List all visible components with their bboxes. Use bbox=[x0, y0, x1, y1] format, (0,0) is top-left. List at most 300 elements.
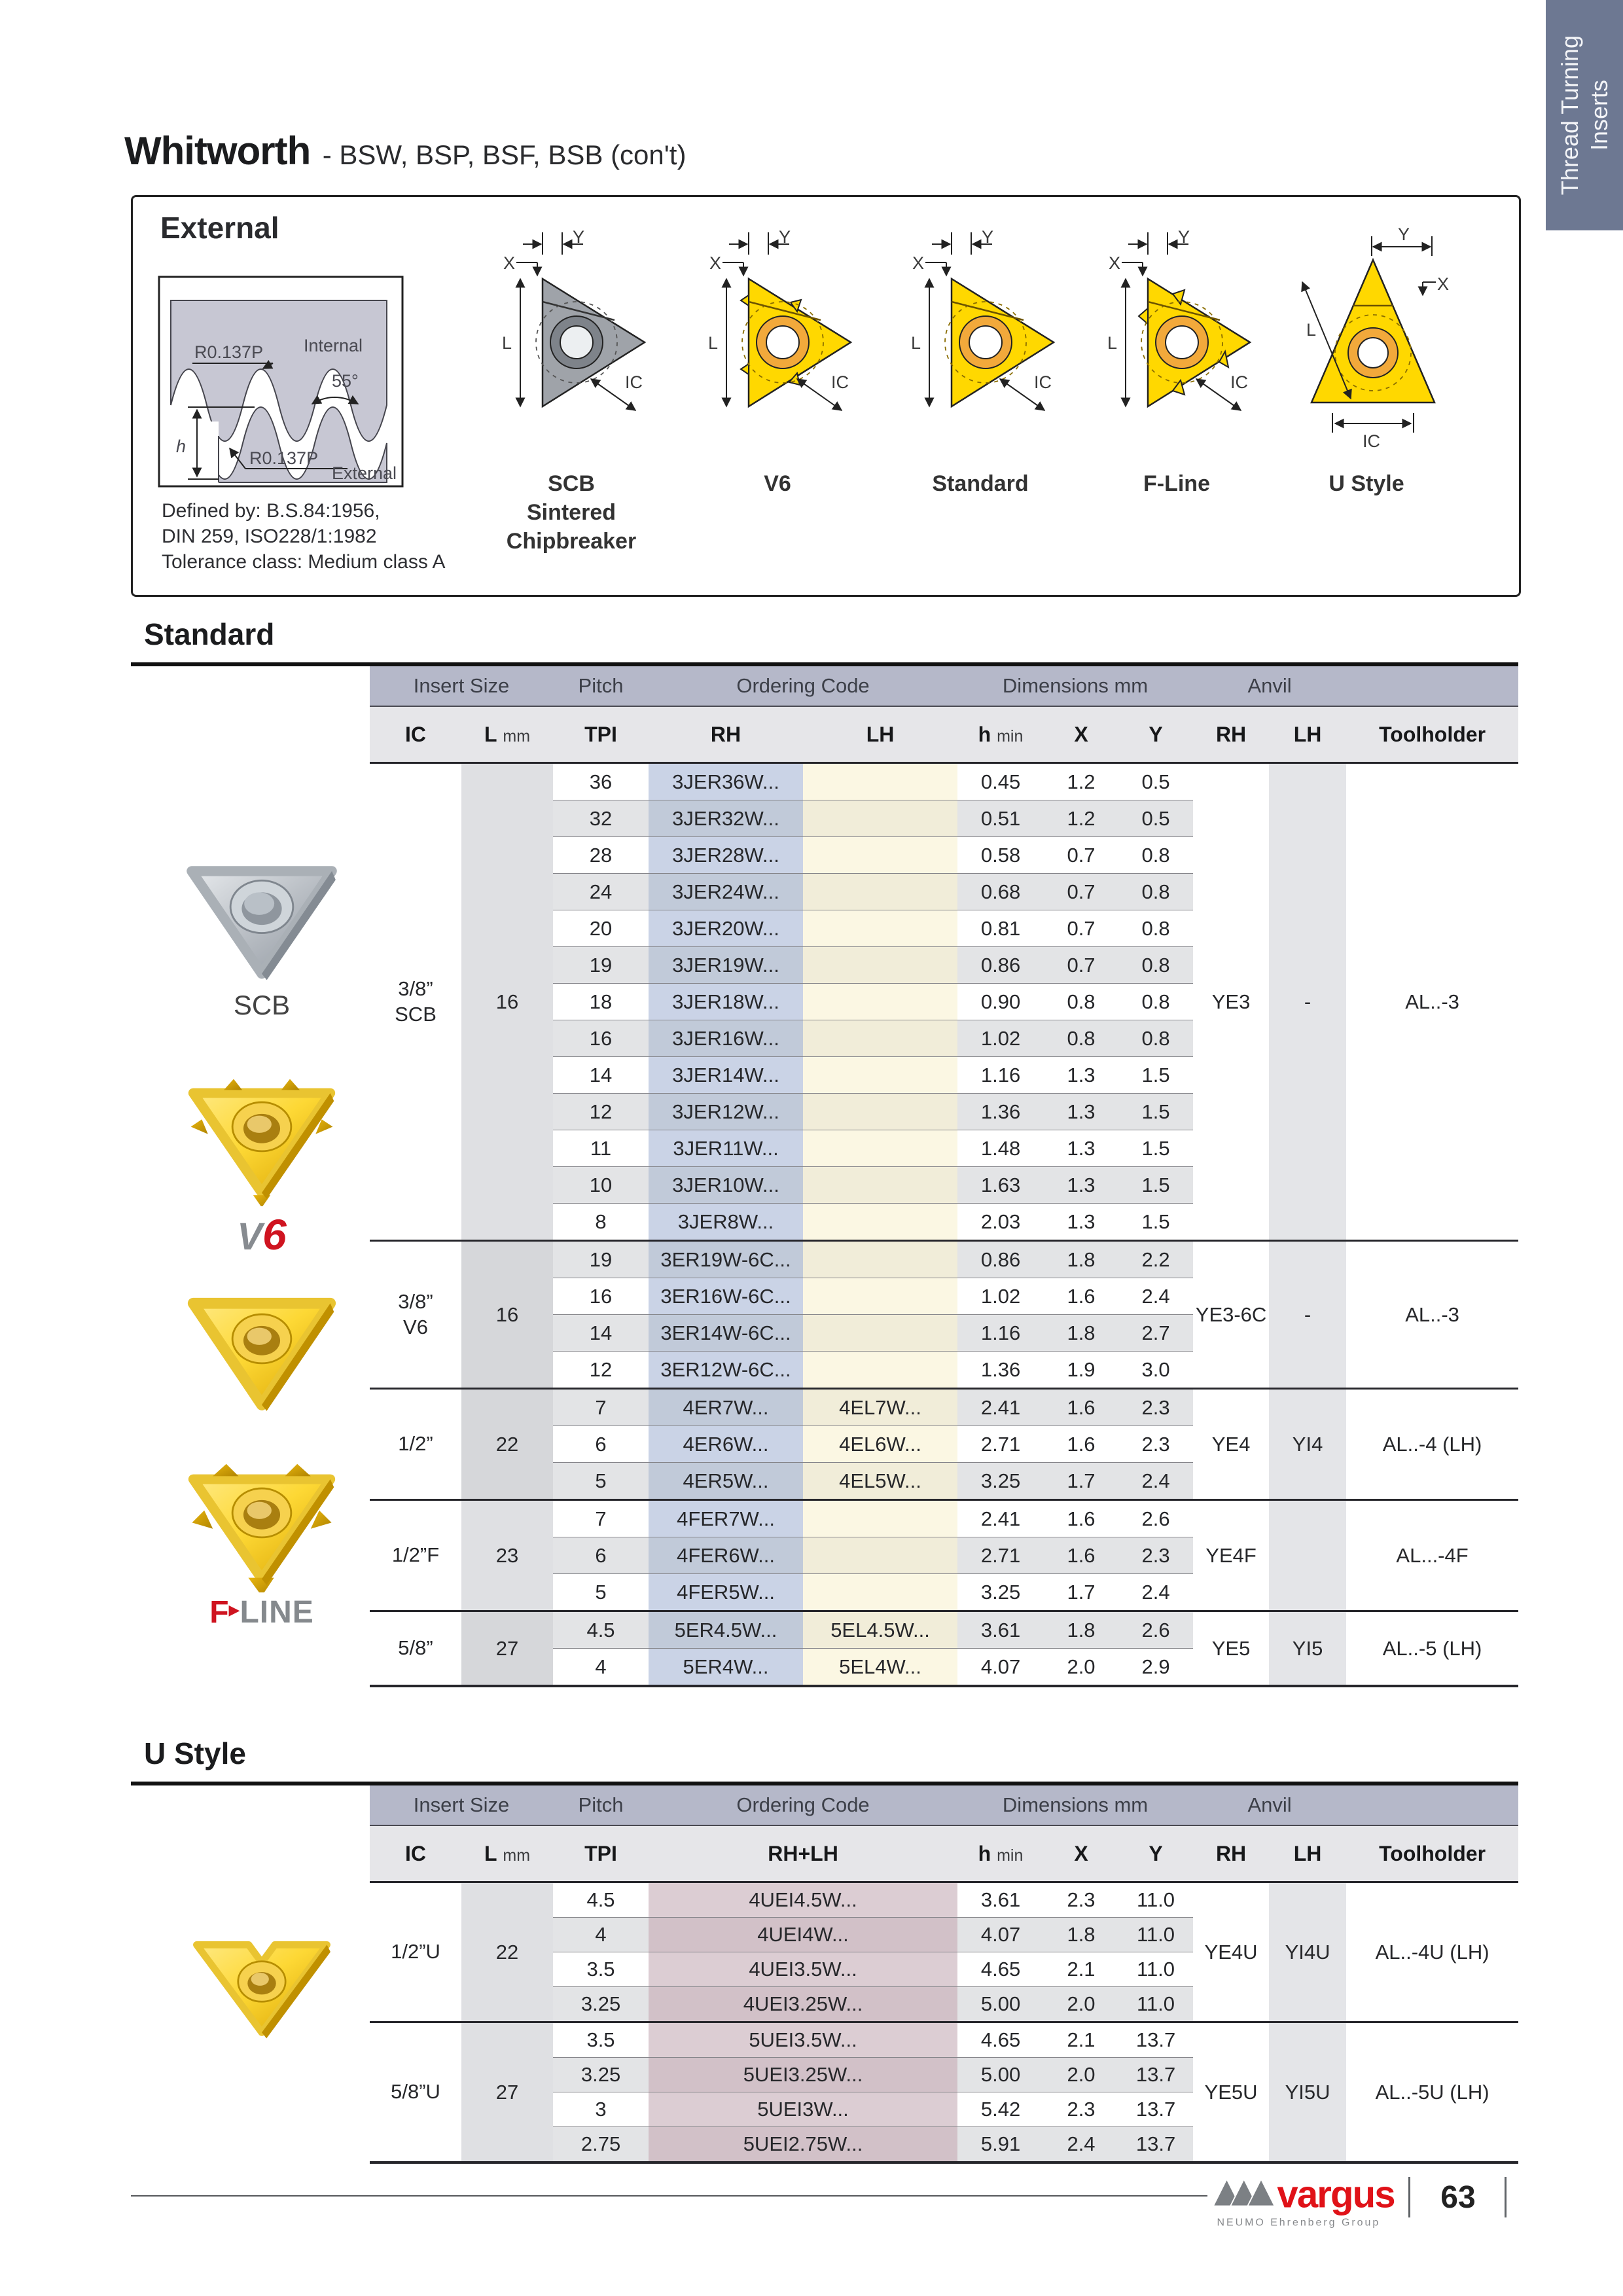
cell-dim: 0.68 bbox=[957, 874, 1044, 910]
tab-line2: Inserts bbox=[1586, 79, 1613, 151]
cell-dim: 0.8 bbox=[1118, 874, 1193, 910]
cell-dim: 0.8 bbox=[1118, 910, 1193, 947]
scb-label-3: Chipbreaker bbox=[506, 529, 637, 554]
dim-x-label: X bbox=[1437, 274, 1450, 294]
col-toolholder: Toolholder bbox=[1346, 1825, 1518, 1882]
cell-rh: 3ER16W-6C... bbox=[649, 1278, 803, 1315]
cell-tpi: 3.25 bbox=[553, 2058, 649, 2092]
cell-alh: YI4 bbox=[1269, 1389, 1346, 1500]
cell-dim: 1.5 bbox=[1118, 1204, 1193, 1241]
col-hmin: h min bbox=[957, 1825, 1044, 1882]
cell-ic: 1/2”F bbox=[370, 1500, 461, 1611]
fline-insert-photo bbox=[164, 1452, 360, 1592]
cell-dim: 2.3 bbox=[1044, 2092, 1118, 2127]
cell-dim: 2.4 bbox=[1118, 1463, 1193, 1500]
cell-lmm: 22 bbox=[461, 1389, 553, 1500]
cell-arh: YE5 bbox=[1193, 1611, 1269, 1687]
v6-diagram-label: V6 bbox=[764, 471, 791, 496]
cell-rh: 3JER36W... bbox=[649, 763, 803, 800]
dim-y-label: Y bbox=[779, 227, 791, 247]
cell-dim: 1.3 bbox=[1044, 1130, 1118, 1167]
v6-insert-photo bbox=[164, 1066, 360, 1206]
cell-dim: 4.65 bbox=[957, 2022, 1044, 2058]
col-ic: IC bbox=[370, 706, 461, 763]
cell-rh: 4FER5W... bbox=[649, 1574, 803, 1611]
cell-dim: 5.00 bbox=[957, 1987, 1044, 2022]
scb-label-1: SCB bbox=[548, 471, 595, 496]
cell-rh: 4FER7W... bbox=[649, 1500, 803, 1537]
cell-lhc bbox=[803, 1130, 957, 1167]
cell-dim: 2.3 bbox=[1118, 1537, 1193, 1574]
cell-dim: 5.00 bbox=[957, 2058, 1044, 2092]
cell-lhc bbox=[803, 1315, 957, 1352]
cell-dim: 2.3 bbox=[1118, 1389, 1193, 1426]
cell-dim: 1.6 bbox=[1044, 1389, 1118, 1426]
cell-rhlh: 4UEI4W... bbox=[649, 1918, 957, 1952]
cell-lhc: 4EL5W... bbox=[803, 1463, 957, 1500]
group-ordering-code: Ordering Code bbox=[649, 666, 957, 706]
cell-lmm: 27 bbox=[461, 2022, 553, 2163]
cell-rhlh: 5UEI3.5W... bbox=[649, 2022, 957, 2058]
cell-rh: 3JER24W... bbox=[649, 874, 803, 910]
cell-dim: 2.41 bbox=[957, 1389, 1044, 1426]
cell-ic: 1/2” bbox=[370, 1389, 461, 1500]
profile-h-label: h bbox=[176, 437, 187, 456]
cell-tpi: 5 bbox=[553, 1463, 649, 1500]
cell-dim: 2.6 bbox=[1118, 1500, 1193, 1537]
cell-dim: 1.16 bbox=[957, 1057, 1044, 1094]
footer-divider-2 bbox=[1505, 2177, 1507, 2217]
col-x: X bbox=[1044, 706, 1118, 763]
profile-angle-label: 55° bbox=[332, 371, 359, 391]
cell-tpi: 11 bbox=[553, 1130, 649, 1167]
cell-arh: YE3 bbox=[1193, 763, 1269, 1241]
profile-rbottom-label: R0.137P bbox=[249, 448, 319, 468]
sidebar-tab-thread-turning-inserts bbox=[1546, 0, 1623, 230]
cell-dim: 1.02 bbox=[957, 1020, 1044, 1057]
cell-dim: 1.63 bbox=[957, 1167, 1044, 1204]
cell-dim: 2.1 bbox=[1044, 1952, 1118, 1987]
cell-dim: 0.8 bbox=[1044, 1020, 1118, 1057]
table-row bbox=[370, 1241, 1518, 1278]
tab-line1: Thread Turning bbox=[1556, 35, 1583, 196]
cell-dim: 2.4 bbox=[1118, 1278, 1193, 1315]
cell-tpi: 24 bbox=[553, 874, 649, 910]
cell-rh: 3JER32W... bbox=[649, 800, 803, 837]
cell-dim: 1.7 bbox=[1044, 1574, 1118, 1611]
defined-line1: Defined by: B.S.84:1956, bbox=[162, 500, 380, 522]
cell-rhlh: 5UEI2.75W... bbox=[649, 2127, 957, 2163]
cell-dim: 2.3 bbox=[1044, 1882, 1118, 1918]
cell-lhc bbox=[803, 1204, 957, 1241]
cell-lhc: 4EL7W... bbox=[803, 1389, 957, 1426]
cell-rh: 3ER12W-6C... bbox=[649, 1352, 803, 1389]
cell-dim: 1.3 bbox=[1044, 1204, 1118, 1241]
group-insert-size: Insert Size bbox=[370, 666, 553, 706]
cell-dim: 11.0 bbox=[1118, 1987, 1193, 2022]
cell-ic: 5/8” bbox=[370, 1611, 461, 1687]
cell-dim: 3.25 bbox=[957, 1574, 1044, 1611]
profile-external-label: External bbox=[332, 463, 397, 483]
cell-dim: 0.45 bbox=[957, 763, 1044, 800]
group-empty bbox=[1346, 1785, 1518, 1825]
cell-dim: 4.07 bbox=[957, 1649, 1044, 1687]
dim-x-label: X bbox=[1109, 253, 1121, 273]
cell-dim: 2.41 bbox=[957, 1500, 1044, 1537]
col-tpi: TPI bbox=[553, 706, 649, 763]
footer-divider-1 bbox=[1408, 2177, 1410, 2217]
dim-l-label: L bbox=[1306, 320, 1317, 340]
cell-dim: 0.5 bbox=[1118, 763, 1193, 800]
cell-dim: 0.58 bbox=[957, 837, 1044, 874]
col-lmm: L mm bbox=[461, 706, 553, 763]
dim-y-label: Y bbox=[982, 227, 994, 247]
cell-dim: 0.51 bbox=[957, 800, 1044, 837]
cell-dim: 1.02 bbox=[957, 1278, 1044, 1315]
cell-dim: 0.5 bbox=[1118, 800, 1193, 837]
fline-insert-diagram bbox=[1085, 217, 1268, 459]
cell-dim: 0.7 bbox=[1044, 910, 1118, 947]
group-anvil: Anvil bbox=[1193, 1785, 1346, 1825]
cell-dim: 11.0 bbox=[1118, 1918, 1193, 1952]
col-hmin: h min bbox=[957, 706, 1044, 763]
col-anvil-rh: RH bbox=[1193, 1825, 1269, 1882]
cell-rh: 3JER14W... bbox=[649, 1057, 803, 1094]
cell-dim: 0.7 bbox=[1044, 947, 1118, 984]
dim-y-label: Y bbox=[573, 227, 585, 247]
cell-dim: 2.2 bbox=[1118, 1241, 1193, 1278]
ustyle-heading: U Style bbox=[144, 1736, 246, 1770]
cell-rh: 3JER18W... bbox=[649, 984, 803, 1020]
cell-dim: 13.7 bbox=[1118, 2127, 1193, 2163]
cell-dim: 1.5 bbox=[1118, 1057, 1193, 1094]
defined-line2: DIN 259, ISO228/1:1982 bbox=[162, 526, 377, 547]
cell-th: AL..-5 (LH) bbox=[1346, 1611, 1518, 1687]
cell-lhc bbox=[803, 1500, 957, 1537]
cell-alh: - bbox=[1269, 763, 1346, 1241]
column-header-row bbox=[370, 706, 1518, 763]
cell-tpi: 10 bbox=[553, 1167, 649, 1204]
cell-dim: 2.71 bbox=[957, 1426, 1044, 1463]
cell-th: AL..-4 (LH) bbox=[1346, 1389, 1518, 1500]
footer-rule bbox=[131, 2195, 1207, 2197]
external-section-box bbox=[131, 195, 1521, 597]
cell-rh: 3JER11W... bbox=[649, 1130, 803, 1167]
title-sub: - BSW, BSP, BSF, BSB (con't) bbox=[322, 139, 687, 170]
fline-logo-line: LINE bbox=[240, 1595, 314, 1630]
cell-dim: 1.8 bbox=[1044, 1315, 1118, 1352]
scb-diagram-label bbox=[480, 469, 663, 556]
table-row bbox=[370, 1500, 1518, 1537]
cell-tpi: 3.5 bbox=[553, 1952, 649, 1987]
table-row bbox=[370, 763, 1518, 800]
cell-lhc: 5EL4W... bbox=[803, 1649, 957, 1687]
cell-rhlh: 5UEI3.25W... bbox=[649, 2058, 957, 2092]
cell-lhc: 5EL4.5W... bbox=[803, 1611, 957, 1649]
cell-rh: 4ER6W... bbox=[649, 1426, 803, 1463]
thread-profile-diagram bbox=[156, 274, 405, 490]
cell-lhc bbox=[803, 984, 957, 1020]
cell-dim: 0.7 bbox=[1044, 874, 1118, 910]
column-header-row bbox=[370, 1825, 1518, 1882]
group-header-row bbox=[370, 1785, 1518, 1825]
cell-dim: 1.8 bbox=[1044, 1241, 1118, 1278]
cell-lhc bbox=[803, 1278, 957, 1315]
cell-ic: 5/8”U bbox=[370, 2022, 461, 2163]
cell-dim: 0.8 bbox=[1118, 837, 1193, 874]
cell-dim: 1.8 bbox=[1044, 1611, 1118, 1649]
cell-dim: 4.07 bbox=[957, 1918, 1044, 1952]
cell-lhc bbox=[803, 1241, 957, 1278]
cell-dim: 0.8 bbox=[1118, 947, 1193, 984]
dim-l-label: L bbox=[502, 333, 512, 353]
cell-arh: YE4F bbox=[1193, 1500, 1269, 1611]
cell-dim: 11.0 bbox=[1118, 1882, 1193, 1918]
fline-logo-arrow: ▶ bbox=[228, 1602, 240, 1618]
cell-tpi: 7 bbox=[553, 1389, 649, 1426]
dim-ic-label: IC bbox=[1230, 372, 1248, 392]
cell-lhc bbox=[803, 800, 957, 837]
cell-dim: 13.7 bbox=[1118, 2092, 1193, 2127]
cell-rhlh: 4UEI3.25W... bbox=[649, 1987, 957, 2022]
cell-lhc bbox=[803, 874, 957, 910]
cell-dim: 2.4 bbox=[1044, 2127, 1118, 2163]
group-header-row bbox=[370, 666, 1518, 706]
cell-rh: 3JER16W... bbox=[649, 1020, 803, 1057]
cell-dim: 1.3 bbox=[1044, 1057, 1118, 1094]
cell-dim: 3.61 bbox=[957, 1882, 1044, 1918]
cell-lmm: 16 bbox=[461, 1241, 553, 1389]
cell-tpi: 3.5 bbox=[553, 2022, 649, 2058]
cell-tpi: 28 bbox=[553, 837, 649, 874]
group-anvil: Anvil bbox=[1193, 666, 1346, 706]
fline-logo-f: F bbox=[209, 1595, 229, 1630]
cell-tpi: 6 bbox=[553, 1537, 649, 1574]
cell-dim: 0.8 bbox=[1044, 984, 1118, 1020]
cell-dim: 1.36 bbox=[957, 1352, 1044, 1389]
standard-table bbox=[370, 666, 1518, 1687]
col-rh-lh: RH+LH bbox=[649, 1825, 957, 1882]
v6-insert-diagram bbox=[686, 217, 869, 459]
group-dimensions: Dimensions mm bbox=[957, 1785, 1193, 1825]
cell-tpi: 4 bbox=[553, 1649, 649, 1687]
cell-dim: 3.61 bbox=[957, 1611, 1044, 1649]
cell-tpi: 14 bbox=[553, 1315, 649, 1352]
cell-lhc bbox=[803, 1537, 957, 1574]
table-row bbox=[370, 1389, 1518, 1426]
cell-dim: 2.3 bbox=[1118, 1426, 1193, 1463]
cell-th: AL..-3 bbox=[1346, 1241, 1518, 1389]
cell-lhc bbox=[803, 1167, 957, 1204]
group-dimensions: Dimensions mm bbox=[957, 666, 1193, 706]
cell-dim: 1.5 bbox=[1118, 1167, 1193, 1204]
standard-heading: Standard bbox=[144, 617, 275, 651]
col-rh: RH bbox=[649, 706, 803, 763]
cell-tpi: 4.5 bbox=[553, 1611, 649, 1649]
group-pitch: Pitch bbox=[553, 666, 649, 706]
cell-dim: 0.86 bbox=[957, 1241, 1044, 1278]
cell-dim: 2.71 bbox=[957, 1537, 1044, 1574]
cell-dim: 2.03 bbox=[957, 1204, 1044, 1241]
scb-photo-label: SCB bbox=[233, 990, 291, 1020]
cell-arh: YE5U bbox=[1193, 2022, 1269, 2163]
col-lmm: L mm bbox=[461, 1825, 553, 1882]
cell-tpi: 36 bbox=[553, 763, 649, 800]
cell-lhc bbox=[803, 837, 957, 874]
profile-internal-label: Internal bbox=[304, 336, 363, 355]
dim-ic-label: IC bbox=[1363, 431, 1380, 451]
dim-y-label: Y bbox=[1178, 227, 1190, 247]
cell-dim: 2.0 bbox=[1044, 1987, 1118, 2022]
cell-dim: 2.9 bbox=[1118, 1649, 1193, 1687]
cell-th: AL..-3 bbox=[1346, 763, 1518, 1241]
cell-tpi: 12 bbox=[553, 1094, 649, 1130]
cell-rh: 5ER4.5W... bbox=[649, 1611, 803, 1649]
cell-dim: 11.0 bbox=[1118, 1952, 1193, 1987]
cell-tpi: 7 bbox=[553, 1500, 649, 1537]
cell-alh: YI5U bbox=[1269, 2022, 1346, 2163]
fline-diagram-label: F-Line bbox=[1143, 471, 1210, 496]
cell-dim: 1.36 bbox=[957, 1094, 1044, 1130]
cell-tpi: 3.25 bbox=[553, 1987, 649, 2022]
dim-x-label: X bbox=[503, 253, 516, 273]
col-ic: IC bbox=[370, 1825, 461, 1882]
cell-dim: 1.48 bbox=[957, 1130, 1044, 1167]
cell-tpi: 16 bbox=[553, 1020, 649, 1057]
cell-dim: 1.6 bbox=[1044, 1500, 1118, 1537]
dim-ic-label: IC bbox=[625, 372, 643, 392]
cell-dim: 4.65 bbox=[957, 1952, 1044, 1987]
cell-arh: YE4U bbox=[1193, 1882, 1269, 2022]
cell-lhc bbox=[803, 1057, 957, 1094]
cell-dim: 2.0 bbox=[1044, 1649, 1118, 1687]
cell-tpi: 3 bbox=[553, 2092, 649, 2127]
cell-dim: 1.5 bbox=[1118, 1094, 1193, 1130]
brand-wordmark: vargus bbox=[1277, 2173, 1395, 2216]
cell-tpi: 18 bbox=[553, 984, 649, 1020]
cell-dim: 2.0 bbox=[1044, 2058, 1118, 2092]
cell-dim: 0.90 bbox=[957, 984, 1044, 1020]
cell-tpi: 19 bbox=[553, 1241, 649, 1278]
standard-insert-photo bbox=[164, 1278, 360, 1418]
cell-tpi: 6 bbox=[553, 1426, 649, 1463]
group-ordering-code: Ordering Code bbox=[649, 1785, 957, 1825]
cell-dim: 0.81 bbox=[957, 910, 1044, 947]
cell-tpi: 4 bbox=[553, 1918, 649, 1952]
dim-l-label: L bbox=[1107, 333, 1118, 353]
standard-insert-diagram bbox=[889, 217, 1072, 459]
ustyle-diagram-label: U Style bbox=[1329, 471, 1404, 496]
cell-lhc bbox=[803, 910, 957, 947]
group-pitch: Pitch bbox=[553, 1785, 649, 1825]
cell-lhc: 4EL6W... bbox=[803, 1426, 957, 1463]
cell-alh bbox=[1269, 1500, 1346, 1611]
cell-arh: YE3-6C bbox=[1193, 1241, 1269, 1389]
cell-th: AL..-4U (LH) bbox=[1346, 1882, 1518, 2022]
col-lh: LH bbox=[803, 706, 957, 763]
cell-dim: 5.91 bbox=[957, 2127, 1044, 2163]
cell-dim: 3.0 bbox=[1118, 1352, 1193, 1389]
col-x: X bbox=[1044, 1825, 1118, 1882]
scb-insert-diagram bbox=[480, 217, 663, 459]
cell-dim: 5.42 bbox=[957, 2092, 1044, 2127]
dim-l-label: L bbox=[708, 333, 719, 353]
cell-dim: 1.3 bbox=[1044, 1167, 1118, 1204]
cell-rh: 4FER6W... bbox=[649, 1537, 803, 1574]
cell-dim: 1.6 bbox=[1044, 1278, 1118, 1315]
brand-subtext: NEUMO Ehrenberg Group bbox=[1217, 2217, 1381, 2229]
cell-rh: 3ER19W-6C... bbox=[649, 1241, 803, 1278]
cell-th: AL..-5U (LH) bbox=[1346, 2022, 1518, 2163]
cell-rh: 3ER14W-6C... bbox=[649, 1315, 803, 1352]
cell-dim: 2.7 bbox=[1118, 1315, 1193, 1352]
cell-dim: 13.7 bbox=[1118, 2022, 1193, 2058]
ustyle-insert-diagram bbox=[1275, 217, 1458, 459]
cell-tpi: 20 bbox=[553, 910, 649, 947]
cell-rh: 5ER4W... bbox=[649, 1649, 803, 1687]
cell-dim: 0.7 bbox=[1044, 837, 1118, 874]
table-row bbox=[370, 1882, 1518, 1918]
cell-dim: 2.1 bbox=[1044, 2022, 1118, 2058]
cell-rh: 3JER19W... bbox=[649, 947, 803, 984]
cell-tpi: 5 bbox=[553, 1574, 649, 1611]
cell-rh: 3JER20W... bbox=[649, 910, 803, 947]
cell-tpi: 8 bbox=[553, 1204, 649, 1241]
ustyle-insert-photo bbox=[164, 1916, 360, 2041]
cell-dim: 1.5 bbox=[1118, 1130, 1193, 1167]
page-number: 63 bbox=[1440, 2180, 1476, 2215]
cell-rh: 4ER7W... bbox=[649, 1389, 803, 1426]
cell-lhc bbox=[803, 1574, 957, 1611]
cell-dim: 0.8 bbox=[1118, 1020, 1193, 1057]
cell-lmm: 16 bbox=[461, 763, 553, 1241]
cell-lhc bbox=[803, 763, 957, 800]
cell-lhc bbox=[803, 1094, 957, 1130]
col-y: Y bbox=[1118, 706, 1193, 763]
dim-y-label: Y bbox=[1398, 224, 1410, 244]
cell-dim: 3.25 bbox=[957, 1463, 1044, 1500]
cell-dim: 2.6 bbox=[1118, 1611, 1193, 1649]
table-row bbox=[370, 2022, 1518, 2058]
cell-dim: 1.7 bbox=[1044, 1463, 1118, 1500]
cell-dim: 2.4 bbox=[1118, 1574, 1193, 1611]
cell-dim: 1.3 bbox=[1044, 1094, 1118, 1130]
dim-x-label: X bbox=[912, 253, 925, 273]
page-title bbox=[124, 128, 686, 173]
scb-label-2: Sintered bbox=[526, 500, 616, 526]
col-anvil-lh: LH bbox=[1269, 1825, 1346, 1882]
dim-x-label: X bbox=[709, 253, 722, 273]
cell-lhc bbox=[803, 1020, 957, 1057]
cell-dim: 1.2 bbox=[1044, 763, 1118, 800]
cell-dim: 1.6 bbox=[1044, 1537, 1118, 1574]
col-tpi: TPI bbox=[553, 1825, 649, 1882]
cell-dim: 1.16 bbox=[957, 1315, 1044, 1352]
v6-logo-6: 6 bbox=[262, 1210, 287, 1259]
cell-tpi: 16 bbox=[553, 1278, 649, 1315]
cell-tpi: 12 bbox=[553, 1352, 649, 1389]
group-insert-size: Insert Size bbox=[370, 1785, 553, 1825]
defined-line3: Tolerance class: Medium class A bbox=[162, 551, 446, 573]
cell-dim: 13.7 bbox=[1118, 2058, 1193, 2092]
col-anvil-rh: RH bbox=[1193, 706, 1269, 763]
cell-arh: YE4 bbox=[1193, 1389, 1269, 1500]
cell-rh: 3JER12W... bbox=[649, 1094, 803, 1130]
cell-rhlh: 4UEI3.5W... bbox=[649, 1952, 957, 1987]
col-toolholder: Toolholder bbox=[1346, 706, 1518, 763]
col-anvil-lh: LH bbox=[1269, 706, 1346, 763]
cell-tpi: 2.75 bbox=[553, 2127, 649, 2163]
